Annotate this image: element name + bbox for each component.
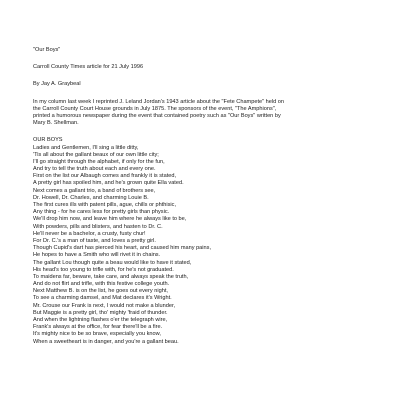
- document-title: "Our Boys": [33, 47, 61, 53]
- poem-line: His head's too young to trifle with, for he's not graduated.: [33, 266, 174, 273]
- spacer: [33, 127, 373, 137]
- poem-line: Mr. Crouse our Frank is next, I would not make a blunder,: [33, 302, 176, 309]
- poem-line: We'll drop him now, and leave him where he always like to be,: [33, 216, 187, 223]
- poem-line: Though Cupid's dart has pierced his heart, and caused him many pains,: [33, 245, 211, 252]
- poem-line: And when the lightning flashes o'er the telegraph wire,: [33, 317, 168, 323]
- poem-line: He hopes to have a Smith who will rivet it in chains.: [33, 252, 161, 259]
- poem-line: 'Tis all about the gallant beaux of our own little city;: [33, 151, 159, 158]
- poem-title: OUR BOYS: [33, 137, 63, 144]
- document-source: Carroll County Times article for 21 July 1996: [33, 64, 144, 71]
- poem-line: Next comes a gallant trio, a band of brothers see,: [33, 187, 156, 194]
- poem-line: And try to tell the truth about each and every one.: [33, 166, 156, 173]
- poem-line: Next Matthew B. is on the list, he goes out every night,: [33, 288, 168, 295]
- document-body: [33, 47, 373, 346]
- poem-line: A pretty girl has spoiled him, and he's grown quite Ella vated.: [33, 180, 184, 187]
- intro-line: In my column last week I reprinted J. Leland Jordan's 1943 article about the "Fete Champete" held on: [33, 98, 284, 105]
- poem-line: Dr. Howell, Dr. Charles, and charming Louie B.: [33, 194, 149, 201]
- poem-body: [33, 145, 373, 346]
- poem-line: Any thing - for he cares less for pretty girls than physic.: [33, 209, 170, 216]
- spacer: [33, 54, 373, 64]
- poem-line: It's mighty nice to be so brave, especially you know,: [33, 331, 161, 338]
- spacer: [33, 71, 373, 81]
- poem-line: The gallant Lou though quite a beau would like to have it stated,: [33, 259, 192, 266]
- intro-line: Mary B. Shellman.: [33, 120, 79, 127]
- poem-line: To maidens far, beware, take care, and always speak the truth,: [33, 273, 189, 280]
- poem-line: He'll never be a bachelor, a crusty, fusty chur!: [33, 230, 146, 237]
- intro-paragraph: [33, 99, 373, 128]
- poem-line: I'll go straight through the alphabet, if only for the fun,: [33, 158, 165, 165]
- intro-line: printed a humorous newspaper during the event that contained poetry such as "Our Boys" written by: [33, 112, 281, 119]
- poem-line: And do not flirt and trifle, with this festive college youth.: [33, 281, 170, 288]
- poem-line: To see a charming damsel, and Mat declares it's Wright.: [33, 295, 172, 302]
- poem-line: When a sweetheart is in danger, and you're a gallant beau.: [33, 338, 179, 345]
- poem-line: Ladies and Gentlemen, I'll sing a little ditty,: [33, 144, 139, 151]
- intro-line: the Carroll County Court House grounds in July 1875. The sponsors of the event, "The Amphions",: [33, 105, 277, 112]
- poem-line: For Dr. C.'s a man of taste, and loves a pretty girl.: [33, 237, 156, 244]
- document-byline: By Jay A. Graybeal: [33, 81, 81, 88]
- poem-line: First on the list our Albaugh comes and frankly it is stated,: [33, 173, 177, 180]
- spacer: [33, 89, 373, 99]
- poem-line: The first cures ills with patent pills, ague, chills or phthisic,: [33, 202, 177, 208]
- poem-line: Frank's always at the office, for fear there'll be a fire.: [33, 324, 163, 331]
- poem-line: With powders, pills and blisters, and hasten to Dr. C.: [33, 223, 163, 230]
- poem-line: But Maggie is a pretty girl, tho' mighty 'fraid of thunder.: [33, 309, 168, 316]
